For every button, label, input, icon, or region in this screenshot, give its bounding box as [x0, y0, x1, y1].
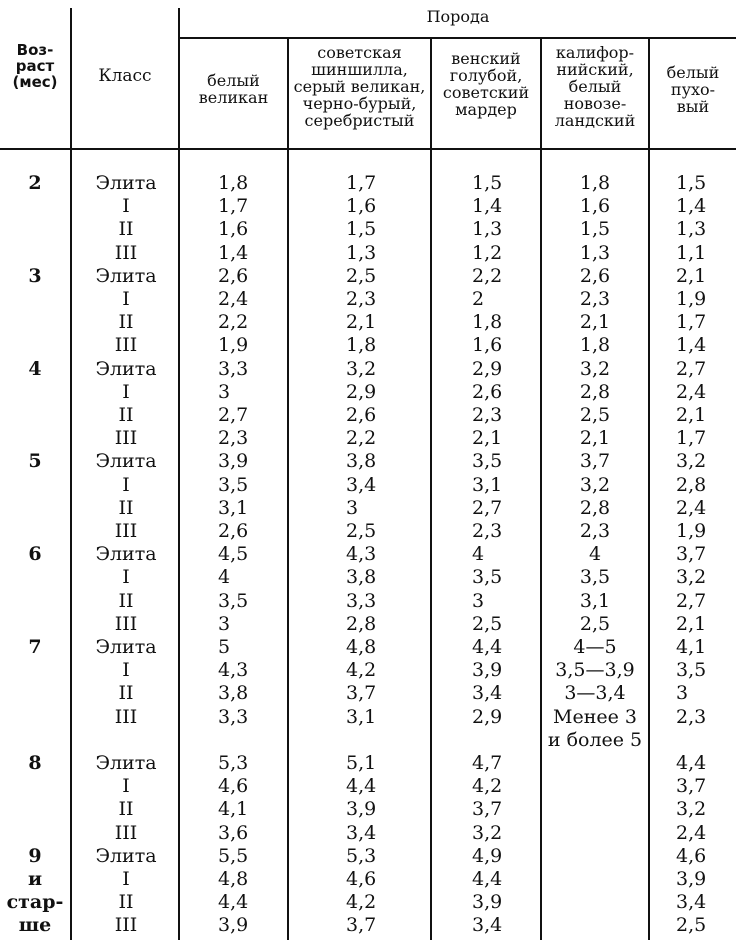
- value-cell: 2,8: [579, 497, 611, 519]
- class-cell: II: [118, 682, 134, 704]
- value-cell: 3,5: [472, 566, 503, 588]
- class-cell: III: [114, 520, 138, 542]
- value-cell: 2,3: [676, 706, 707, 728]
- age-cell: 3: [28, 265, 42, 287]
- breed-header-line: нийский,: [556, 60, 634, 79]
- breed-header-line: калифор-: [555, 43, 635, 62]
- value-cell: 3,9: [218, 450, 249, 472]
- value-cell: 2,6: [579, 265, 611, 287]
- value-cell: 3,5: [218, 474, 249, 496]
- value-cell: 2,5: [346, 265, 377, 287]
- value-cell: 1,4: [472, 195, 503, 217]
- breed-header-line: голубой,: [449, 66, 523, 85]
- value-cell: 2,7: [676, 358, 707, 380]
- age-cell: 2: [28, 172, 42, 194]
- value-cell: 2,6: [218, 265, 249, 287]
- breed-header-line: новозе-: [563, 94, 627, 113]
- class-cell: III: [114, 242, 138, 264]
- class-cell: II: [118, 404, 134, 426]
- age-header-line: (мес): [12, 73, 58, 91]
- class-cell: I: [122, 868, 130, 890]
- value-cell: 2,3: [472, 404, 503, 426]
- value-cell: 2,1: [346, 311, 377, 333]
- value-cell: 2,1: [579, 427, 611, 449]
- value-cell: 2,4: [218, 288, 249, 310]
- class-cell: II: [118, 798, 134, 820]
- class-cell: I: [122, 381, 130, 403]
- value-cell: 3,2: [676, 798, 707, 820]
- class-cell: I: [122, 195, 130, 217]
- value-cell: 3,5: [579, 566, 611, 588]
- value-cell: 4,2: [472, 775, 503, 797]
- class-cell: I: [122, 566, 130, 588]
- value-cell: 3,1: [579, 590, 611, 612]
- value-cell: 4,4: [472, 636, 503, 658]
- value-cell: 2,5: [346, 520, 377, 542]
- value-cell: 1,8: [346, 334, 377, 356]
- age-header: [0, 42, 70, 90]
- value-cell: 2,9: [346, 381, 377, 403]
- value-cell: 4,9: [472, 845, 503, 867]
- value-cell: и более 5: [547, 729, 643, 751]
- value-cell: 2,1: [676, 404, 707, 426]
- age-cell: и: [27, 868, 43, 890]
- value-cell: 2,5: [579, 613, 611, 635]
- value-cell: 1,8: [218, 172, 249, 194]
- value-cell: 2,7: [676, 590, 707, 612]
- value-cell: 3,7: [676, 543, 707, 565]
- breed-header-line: мардер: [455, 100, 517, 119]
- breed-header-line: советский: [442, 83, 530, 102]
- value-cell: 3,8: [346, 566, 377, 588]
- value-cell: 1,6: [472, 334, 503, 356]
- value-cell: 4: [472, 543, 485, 565]
- breed-header-line: черно-бурый,: [302, 94, 417, 113]
- value-cell: 3,1: [218, 497, 249, 519]
- value-cell: 1,1: [676, 242, 707, 264]
- value-cell: 2,3: [346, 288, 377, 310]
- class-cell: Элита: [95, 636, 157, 658]
- value-cell: 3,4: [346, 822, 377, 844]
- value-cell: 2,9: [472, 706, 503, 728]
- value-cell: 3,2: [676, 450, 707, 472]
- value-cell: 1,4: [676, 334, 707, 356]
- value-cell: 2,7: [472, 497, 503, 519]
- class-cell: Элита: [95, 450, 157, 472]
- class-cell: Элита: [95, 752, 157, 774]
- age-cell: 5: [28, 450, 42, 472]
- value-cell: 4,4: [472, 868, 503, 890]
- class-cell: Элита: [95, 543, 157, 565]
- value-cell: 1,3: [579, 242, 611, 264]
- value-cell: 2,4: [676, 381, 707, 403]
- breed-header-line: великан: [198, 88, 269, 107]
- value-cell: 3,1: [346, 706, 377, 728]
- value-cell: 2,1: [579, 311, 611, 333]
- value-cell: 3,2: [472, 822, 503, 844]
- age-cell: ше: [18, 914, 52, 936]
- breed-header-2: [289, 44, 430, 129]
- age-header-line: Воз-: [16, 41, 54, 59]
- age-cell: 7: [28, 636, 42, 658]
- value-cell: 4,1: [218, 798, 249, 820]
- value-cell: 3,9: [472, 891, 503, 913]
- breed-header-line: белый: [568, 77, 622, 96]
- value-cell: 1,7: [676, 427, 707, 449]
- value-cell: 3,2: [579, 358, 611, 380]
- class-cell: III: [114, 706, 138, 728]
- value-cell: 3,5: [676, 659, 707, 681]
- age-cell: 8: [28, 752, 42, 774]
- breed-header-line: венский: [451, 49, 521, 68]
- value-cell: 3,3: [346, 590, 377, 612]
- value-cell: 4—5: [573, 636, 617, 658]
- rule-breed-4: [648, 38, 650, 940]
- class-cell: Элита: [95, 358, 157, 380]
- value-cell: 3—3,4: [564, 682, 626, 704]
- value-cell: 1,3: [676, 218, 707, 240]
- breed-header-line: белый: [207, 71, 260, 90]
- value-cell: 2,1: [472, 427, 503, 449]
- class-cell: III: [114, 334, 138, 356]
- value-cell: 3: [218, 381, 231, 403]
- class-cell: III: [114, 914, 138, 936]
- class-cell: I: [122, 474, 130, 496]
- value-cell: 3,2: [676, 566, 707, 588]
- class-cell: I: [122, 288, 130, 310]
- value-cell: 5,1: [346, 752, 377, 774]
- value-cell: 3,7: [579, 450, 611, 472]
- class-cell: II: [118, 311, 134, 333]
- class-cell: Элита: [95, 172, 157, 194]
- value-cell: 1,5: [346, 218, 377, 240]
- rule-breed-2: [430, 38, 432, 940]
- value-cell: 2,4: [676, 822, 707, 844]
- value-cell: 1,6: [579, 195, 611, 217]
- value-cell: 1,7: [346, 172, 377, 194]
- value-cell: 1,8: [579, 334, 611, 356]
- value-cell: 3,5: [472, 450, 503, 472]
- value-cell: 5,3: [346, 845, 377, 867]
- value-cell: 2,9: [472, 358, 503, 380]
- value-cell: 4,6: [346, 868, 377, 890]
- value-cell: 1,5: [472, 172, 503, 194]
- value-cell: 1,8: [579, 172, 611, 194]
- value-cell: 1,7: [676, 311, 707, 333]
- breed-group-header: Порода: [426, 7, 490, 26]
- value-cell: 3,2: [346, 358, 377, 380]
- class-cell: III: [114, 822, 138, 844]
- value-cell: 3: [472, 590, 485, 612]
- class-cell: III: [114, 427, 138, 449]
- value-cell: 4,1: [676, 636, 707, 658]
- value-cell: 2,4: [676, 497, 707, 519]
- value-cell: 3,5—3,9: [555, 659, 635, 681]
- value-cell: 2,3: [579, 520, 611, 542]
- class-cell: I: [122, 775, 130, 797]
- value-cell: 4,2: [346, 659, 377, 681]
- value-cell: 3,2: [579, 474, 611, 496]
- value-cell: 2,5: [472, 613, 503, 635]
- breed-header-line: пухо-: [670, 80, 716, 99]
- class-cell: Элита: [95, 265, 157, 287]
- value-cell: 4,3: [218, 659, 249, 681]
- value-cell: 2,3: [472, 520, 503, 542]
- value-cell: 4,5: [218, 543, 249, 565]
- value-cell: 4,7: [472, 752, 503, 774]
- breed-header-line: ландский: [554, 111, 636, 130]
- value-cell: 2,3: [218, 427, 249, 449]
- class-cell: II: [118, 891, 134, 913]
- breed-header-4: [542, 44, 648, 129]
- age-cell: 4: [28, 358, 42, 380]
- value-cell: 2,6: [218, 520, 249, 542]
- value-cell: 4,8: [346, 636, 377, 658]
- rule-breed-1: [287, 38, 289, 940]
- value-cell: 3,5: [218, 590, 249, 612]
- value-cell: 3: [676, 682, 689, 704]
- value-cell: 3: [218, 613, 231, 635]
- value-cell: 5: [218, 636, 231, 658]
- value-cell: 4,3: [346, 543, 377, 565]
- value-cell: 4,2: [346, 891, 377, 913]
- age-cell: стар-: [6, 891, 64, 913]
- value-cell: 3,1: [472, 474, 503, 496]
- value-cell: 2,2: [218, 311, 249, 333]
- value-cell: 3: [346, 497, 359, 519]
- class-cell: II: [118, 497, 134, 519]
- value-cell: 1,9: [676, 520, 707, 542]
- value-cell: 2,2: [346, 427, 377, 449]
- value-cell: 1,8: [472, 311, 503, 333]
- value-cell: 2,5: [579, 404, 611, 426]
- value-cell: 4: [588, 543, 602, 565]
- value-cell: 4,4: [346, 775, 377, 797]
- class-cell: III: [114, 613, 138, 635]
- value-cell: 4,4: [218, 891, 249, 913]
- age-cell: 9: [28, 845, 42, 867]
- value-cell: 4: [218, 566, 231, 588]
- breed-header-line: белый: [666, 63, 720, 82]
- value-cell: 3,6: [218, 822, 249, 844]
- value-cell: 3,7: [472, 798, 503, 820]
- value-cell: 3,8: [218, 682, 249, 704]
- value-cell: 2,1: [676, 265, 707, 287]
- value-cell: 4,6: [218, 775, 249, 797]
- value-cell: 1,6: [218, 218, 249, 240]
- age-header-line: раст: [15, 57, 55, 75]
- value-cell: 3,4: [472, 682, 503, 704]
- value-cell: 2,8: [346, 613, 377, 635]
- value-cell: 1,3: [472, 218, 503, 240]
- value-cell: 4,4: [676, 752, 707, 774]
- value-cell: 3,7: [346, 914, 377, 936]
- value-cell: Менее 3: [553, 706, 637, 728]
- breed-header-line: серебристый: [304, 111, 415, 130]
- value-cell: 3,4: [346, 474, 377, 496]
- age-cell: 6: [28, 543, 42, 565]
- value-cell: 3,9: [218, 914, 249, 936]
- value-cell: 1,5: [676, 172, 707, 194]
- value-cell: 3,3: [218, 358, 249, 380]
- value-cell: 2,3: [579, 288, 611, 310]
- value-cell: 5,5: [218, 845, 249, 867]
- value-cell: 3,7: [676, 775, 707, 797]
- breed-header-line: советская: [317, 43, 402, 62]
- class-header: Класс: [98, 66, 152, 86]
- value-cell: 3,9: [472, 659, 503, 681]
- breed-header-line: вый: [676, 97, 710, 116]
- value-cell: 2,2: [472, 265, 503, 287]
- breed-header-line: серый великан,: [293, 77, 426, 96]
- value-cell: 1,2: [472, 242, 503, 264]
- value-cell: 3,8: [346, 450, 377, 472]
- value-cell: 1,3: [346, 242, 377, 264]
- value-cell: 2,5: [676, 914, 707, 936]
- class-cell: I: [122, 659, 130, 681]
- breed-header-3: [432, 50, 540, 118]
- value-cell: 1,4: [676, 195, 707, 217]
- value-cell: 3,4: [676, 891, 707, 913]
- value-cell: 1,7: [218, 195, 249, 217]
- value-cell: 3,4: [472, 914, 503, 936]
- value-cell: 5,3: [218, 752, 249, 774]
- breed-header-line: шиншилла,: [311, 60, 408, 79]
- class-cell: II: [118, 590, 134, 612]
- value-cell: 2,6: [346, 404, 377, 426]
- breed-header-1: [180, 72, 287, 106]
- rule-under-poroda: [178, 37, 736, 39]
- value-cell: 3,9: [676, 868, 707, 890]
- value-cell: 4,6: [676, 845, 707, 867]
- value-cell: 2,6: [472, 381, 503, 403]
- value-cell: 1,4: [218, 242, 249, 264]
- class-cell: II: [118, 218, 134, 240]
- value-cell: 2,7: [218, 404, 249, 426]
- value-cell: 3,3: [218, 706, 249, 728]
- value-cell: 1,9: [676, 288, 707, 310]
- rule-under-header: [0, 148, 736, 150]
- value-cell: 3,7: [346, 682, 377, 704]
- value-cell: 2: [472, 288, 485, 310]
- breed-header-5: [650, 64, 736, 115]
- value-cell: 2,8: [676, 474, 707, 496]
- value-cell: 1,6: [346, 195, 377, 217]
- value-cell: 2,1: [676, 613, 707, 635]
- value-cell: 1,5: [579, 218, 611, 240]
- class-cell: Элита: [95, 845, 157, 867]
- value-cell: 2,8: [579, 381, 611, 403]
- value-cell: 1,9: [218, 334, 249, 356]
- value-cell: 4,8: [218, 868, 249, 890]
- value-cell: 3,9: [346, 798, 377, 820]
